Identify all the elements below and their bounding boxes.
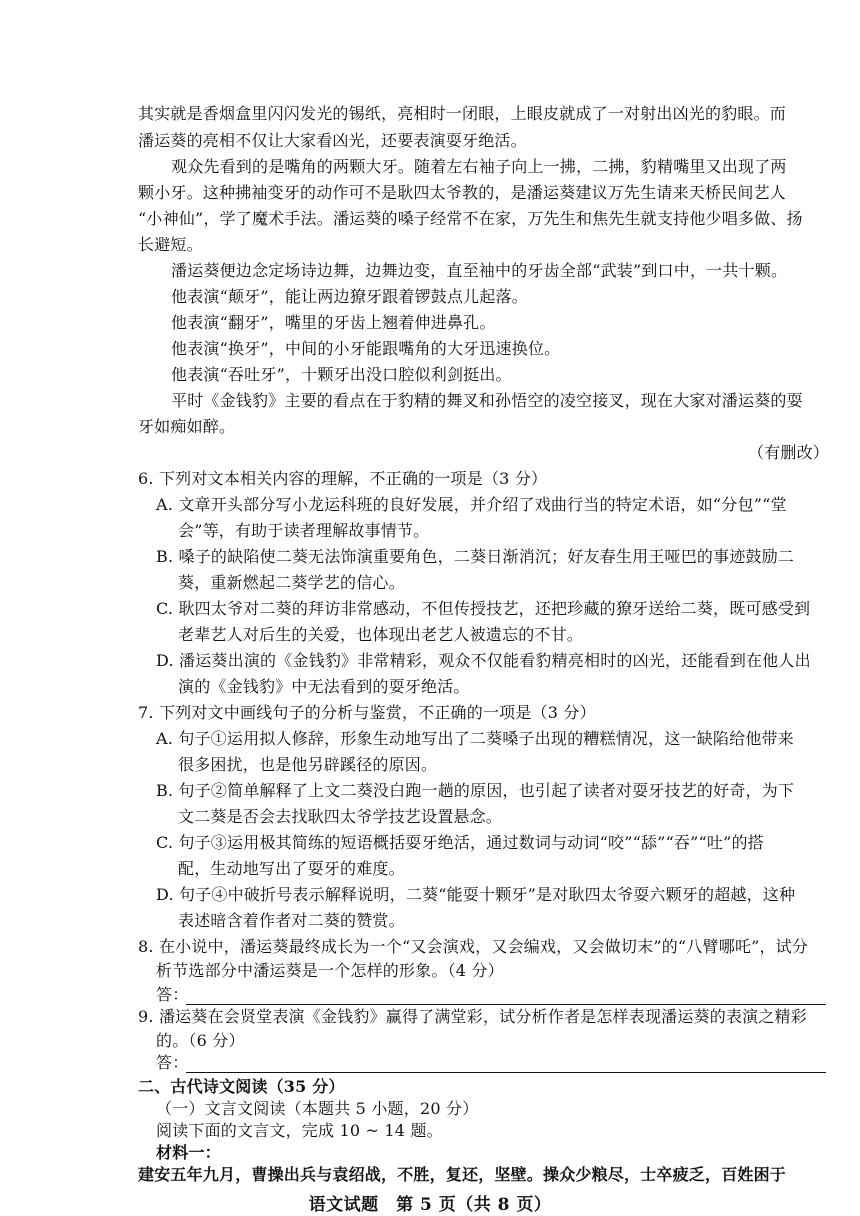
material-1-label: 材料一：	[156, 1143, 221, 1162]
story-p4: 他表演“颠牙”，能让两边獠牙跟着锣鼓点儿起落。	[171, 287, 528, 306]
story-p1-line1: 其实就是香烟盒里闪闪发光的锡纸，亮相时一闭眼，上眼皮就成了一对射出凶光的豹眼。而	[138, 104, 787, 123]
story-p2-line1: 观众先看到的是嘴角的两颗大牙。随着左右袖子向上一拂，二拂，豹精嘴里又出现了两	[171, 157, 787, 176]
q6-option-a-line2: 会”等，有助于读者理解故事情节。	[178, 521, 430, 540]
q7-option-c-line1: C. 句子③运用极其简练的短语概括耍牙绝活，通过数词与动词“咬”“舔”“吞”“吐”的搭	[156, 833, 764, 852]
q6-option-d-line2: 演的《金钱豹》中无法看到的耍牙绝活。	[178, 677, 470, 696]
q6-option-b-line2: 葵，重新燃起二葵学艺的信心。	[178, 573, 405, 592]
q8-answer-label: 答：	[156, 985, 189, 1004]
story-p2-line2: 颗小牙。这种拂袖变牙的动作可不是耿四太爷教的，是潘运葵建议万先生请来天桥民间艺人	[138, 183, 787, 202]
section2-instruction: 阅读下面的文言文，完成 10 ~ 14 题。	[156, 1121, 443, 1140]
q6-option-b-line1: B. 嗓子的缺陷使二葵无法饰演重要角色，二葵日渐消沉；好友春生用王哑巴的事迹鼓励二	[156, 547, 795, 566]
story-p7: 他表演“吞吐牙”，十颗牙出没口腔似利剑挺出。	[171, 365, 512, 384]
q7-option-a-line1: A. 句子①运用拟人修辞，形象生动地写出了二葵嗓子出现的糟糕情况，这一缺陷给他带来	[156, 729, 794, 748]
story-p3: 潘运葵便边念定场诗边舞，边舞边变，直至袖中的牙齿全部“武装”到口中，一共十颗。	[171, 261, 788, 280]
q6-option-c-line1: C. 耿四太爷对二葵的拜访非常感动，不但传授技艺，还把珍藏的獠牙送给二葵，既可感受到	[156, 599, 811, 618]
story-p1-line2: 潘运葵的亮相不仅让大家看凶光，还要表演耍牙绝活。	[138, 131, 527, 150]
story-p8-line2: 牙如痴如醉。	[138, 417, 236, 436]
q7-option-c-line2: 配，生动地写出了耍牙的难度。	[178, 859, 405, 878]
q9-stem-line2: 的。（6 分）	[156, 1031, 245, 1050]
q9-stem-line1: 9. 潘运葵在会贤堂表演《金钱豹》赢得了满堂彩，试分析作者是怎样表现潘运葵的表演之精彩	[138, 1007, 807, 1026]
story-p2-line3: “小神仙”，学了魔术手法。潘运葵的嗓子经常不在家，万先生和焦先生就支持他少唱多做、扬	[138, 209, 803, 228]
section2-subtitle: （一）文言文阅读（本题共 5 小题，20 分）	[156, 1099, 479, 1118]
q8-stem-line2: 析节选部分中潘运葵是一个怎样的形象。（4 分）	[156, 961, 504, 980]
material-1-line1: 建安五年九月，曹操出兵与袁绍战，不胜，复还，坚壁。操众少粮尽，士卒疲乏，百姓困于	[138, 1165, 787, 1184]
section2-title: 二、古代诗文阅读（35 分）	[138, 1077, 345, 1096]
q7-stem: 7. 下列对文中画线句子的分析与鉴赏，不正确的一项是（3 分）	[138, 703, 596, 722]
q8-stem-line1: 8. 在小说中，潘运葵最终成长为一个“又会演戏，又会编戏，又会做切末”的“八臂哪吒”，试分	[138, 937, 809, 956]
story-edit-note: （有删改）	[748, 443, 830, 462]
q7-option-a-line2: 很多困扰，也是他另辟蹊径的原因。	[178, 755, 438, 774]
q7-option-b-line2: 文二葵是否会去找耿四太爷学技艺设置悬念。	[178, 807, 503, 826]
story-p5: 他表演“翻牙”，嘴里的牙齿上翘着伸进鼻孔。	[171, 313, 496, 332]
q7-option-b-line1: B. 句子②简单解释了上文二葵没白跑一趟的原因，也引起了读者对耍牙技艺的好奇，为下	[156, 781, 795, 800]
story-p2-line4: 长避短。	[138, 235, 203, 254]
q7-option-d-line1: D. 句子④中破折号表示解释说明，二葵“能耍十颗牙”是对耿四太爷耍六颗牙的超越，这种	[156, 885, 796, 904]
q6-stem: 6. 下列对文本相关内容的理解，不正确的一项是（3 分）	[138, 469, 548, 488]
q6-option-a-line1: A. 文章开头部分写小龙运科班的良好发展，并介绍了戏曲行当的特定术语，如“分包”“堂	[156, 495, 787, 514]
q9-answer-label: 答：	[156, 1053, 189, 1072]
q9-answer-line[interactable]	[186, 1072, 826, 1073]
story-p8-line1: 平时《金钱豹》主要的看点在于豹精的舞叉和孙悟空的凌空接叉，现在大家对潘运葵的耍	[171, 391, 803, 410]
q8-answer-line[interactable]	[186, 1004, 826, 1005]
story-p6: 他表演“换牙”，中间的小牙能跟嘴角的大牙迅速换位。	[171, 339, 561, 358]
q6-option-c-line2: 老辈艺人对后生的关爱，也体现出老艺人被遗忘的不甘。	[178, 625, 584, 644]
page-footer: 语文试题 第 5 页（共 8 页）	[308, 1195, 552, 1215]
q6-option-d-line1: D. 潘运葵出演的《金钱豹》非常精彩，观众不仅能看豹精亮相时的凶光，还能看到在他人出	[156, 651, 811, 670]
q7-option-d-line2: 表述暗含着作者对二葵的赞赏。	[178, 911, 405, 930]
